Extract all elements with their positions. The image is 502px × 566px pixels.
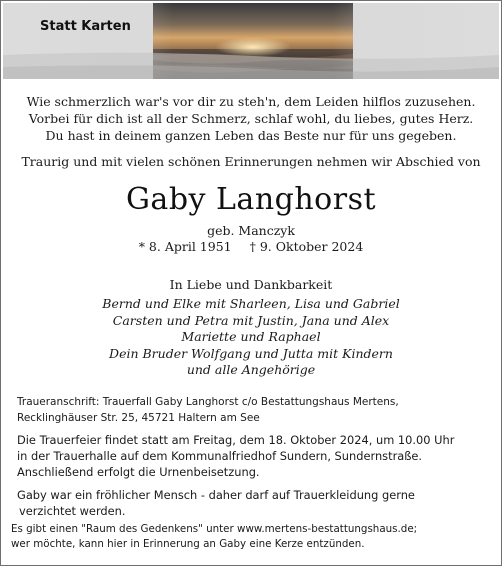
address-line: Traueranschrift: Trauerfall Gaby Langhorst c/o Bestattungshaus Mertens, — [17, 396, 399, 408]
life-dates — [1, 239, 501, 254]
mourner-line: Dein Bruder Wolfgang und Jutta mit Kindern — [109, 345, 393, 361]
mourners-list — [1, 296, 501, 379]
sunset-sea-banner — [3, 3, 499, 79]
ceremony-line: in der Trauerhalle auf dem Kommunalfriedhof Sundern, Sundernstraße. — [17, 448, 423, 463]
gratitude-line: In Liebe und Dankbarkeit — [169, 277, 333, 292]
ceremony-line: Die Trauerfeier findet statt am Freitag, dem 18. Oktober 2024, um 10.00 Uhr — [17, 433, 455, 447]
mourner-line: Bernd und Elke mit Sharleen, Lisa und Gabriel — [102, 296, 400, 311]
mourner-line: Carsten und Petra mit Justin, Jana und Alex — [112, 312, 390, 328]
poem-line: Wie schmerzlich war's vor dir zu steh'n, dem Leiden hilflos zuzusehen. — [26, 94, 476, 109]
ceremony-line: Anschließend erfolgt die Urnenbeisetzung. — [17, 464, 260, 479]
mourning-address — [17, 395, 487, 426]
poem-line: Du hast in deinem ganzen Leben das Beste nur für uns gegeben. — [45, 128, 457, 143]
memorial-line: wer möchte, kann hier in Erinnerung an Gaby eine Kerze entzünden. — [11, 538, 365, 550]
mourner-line: Mariette und Raphael — [181, 329, 321, 344]
birth-name: geb. Manczyk — [207, 223, 295, 238]
poem-line: Vorbei für dich ist all der Schmerz, schlaf wohl, du liebes, gutes Herz. — [28, 111, 474, 126]
birth-date: * 8. April 1951 — [138, 239, 232, 254]
poem — [1, 93, 501, 144]
dress-line: Gaby war ein fröhlicher Mensch - daher darf auf Trauerkleidung gerne — [17, 488, 415, 502]
memorial-line: Es gibt einen "Raum des Gedenkens" unter www.mertens-bestattungshaus.de; — [11, 523, 418, 535]
sunset-sea-image — [3, 3, 499, 79]
ceremony-info — [17, 433, 497, 480]
mourner-line: und alle Angehörige — [186, 362, 316, 377]
memorial-note — [11, 522, 497, 552]
farewell-intro: Traurig und mit vielen schönen Erinnerungen nehmen wir Abschied von — [21, 154, 481, 169]
dress-line: verzichtet werden. — [19, 503, 126, 518]
death-date: † 9. Oktober 2024 — [249, 239, 364, 254]
statt-karten-label: Statt Karten — [40, 19, 131, 34]
dress-code-note — [17, 488, 497, 520]
address-line: Recklinghäuser Str. 25, 45721 Haltern am See — [17, 411, 260, 424]
deceased-name: Gaby Langhorst — [125, 182, 377, 217]
